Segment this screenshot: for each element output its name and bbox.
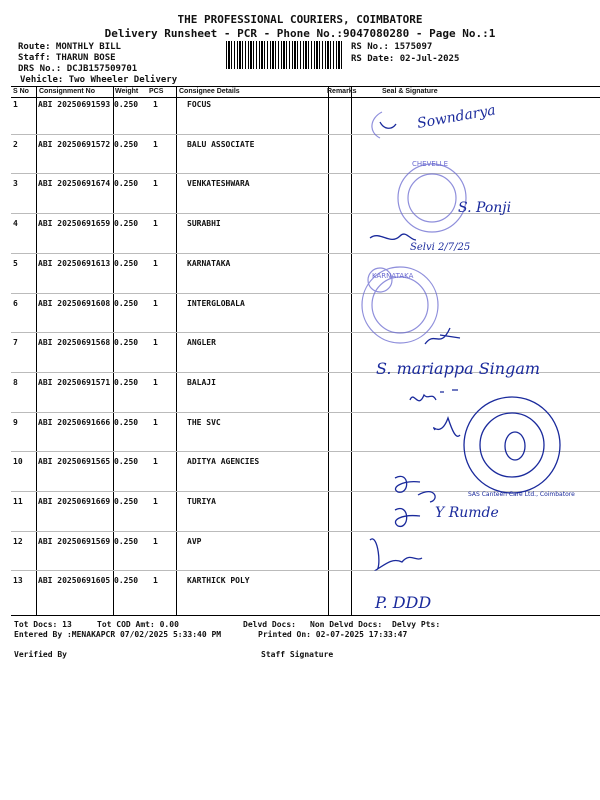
signature-row10 xyxy=(395,476,435,502)
row-weight: 0.250 xyxy=(114,299,139,308)
row-consignment: ABI 20250691565 xyxy=(38,457,111,466)
row-consignment: ABI 20250691572 xyxy=(38,140,111,149)
row-pcs: 1 xyxy=(153,576,158,585)
row-consignment: ABI 20250691569 xyxy=(38,537,111,546)
row-pcs: 1 xyxy=(153,338,158,347)
row-consignee: TURIYA xyxy=(187,497,216,506)
row-weight: 0.250 xyxy=(114,576,139,585)
row-weight: 0.250 xyxy=(114,259,139,268)
stamp2-text: KARNATAKA xyxy=(372,272,414,280)
row-consignment: ABI 20250691669 xyxy=(38,497,111,506)
col-weight: Weight xyxy=(115,88,139,95)
handwriting-row11: Y Rumde xyxy=(435,505,499,521)
staff-label: Staff: THARUN BOSE xyxy=(18,53,116,63)
row-sno: 6 xyxy=(13,299,18,308)
rs-date: RS Date: 02-Jul-2025 xyxy=(351,54,460,64)
row-sno: 11 xyxy=(13,497,23,506)
row-weight: 0.250 xyxy=(114,378,139,387)
row-weight: 0.250 xyxy=(114,338,139,347)
row-weight: 0.250 xyxy=(114,497,139,506)
rs-number: RS No.: 1575097 xyxy=(351,42,433,52)
row-sno: 4 xyxy=(13,219,18,228)
row-consignment: ABI 20250691593 xyxy=(38,100,111,109)
col-consignee: Consignee Details xyxy=(179,88,240,95)
row-weight: 0.250 xyxy=(114,140,139,149)
table-top-border xyxy=(11,86,600,87)
signature-row4 xyxy=(370,234,416,240)
stamp1-text: CHEVELLE xyxy=(412,160,449,168)
table-header-border xyxy=(11,97,600,98)
row-consignment: ABI 20250691605 xyxy=(38,576,111,585)
handwriting-row3: S. Ponji xyxy=(458,200,512,216)
delivery-points: Delvy Pts: xyxy=(392,620,441,629)
signature-row12 xyxy=(370,539,422,570)
row-pcs: 1 xyxy=(153,259,158,268)
row-sno: 1 xyxy=(13,100,18,109)
row-consignment: ABI 20250691568 xyxy=(38,338,111,347)
col-sno: S No xyxy=(13,88,29,95)
row-pcs: 1 xyxy=(153,537,158,546)
route-label: Route: MONTHLY BILL xyxy=(18,42,121,52)
row-consignment: ABI 20250691659 xyxy=(38,219,111,228)
row-consignee: ANGLER xyxy=(187,338,216,347)
column-divider xyxy=(176,86,177,616)
row-consignee: AVP xyxy=(187,537,202,546)
signature-row9 xyxy=(434,418,460,436)
verified-by: Verified By xyxy=(14,650,67,659)
row-consignee: VENKATESHWARA xyxy=(187,179,250,188)
runsheet-subtitle: Delivery Runsheet - PCR - Phone No.:9047080280 - Page No.:1 xyxy=(104,27,496,40)
total-docs: Tot Docs: 13 xyxy=(14,620,72,629)
staff-signature: Staff Signature xyxy=(261,650,334,659)
row-consignment: ABI 20250691666 xyxy=(38,418,111,427)
col-remarks: Remarks xyxy=(327,88,357,95)
barcode xyxy=(226,41,344,69)
entered-by: Entered By :MENAKAPCR 07/02/2025 5:33:40 PM xyxy=(14,630,222,639)
row-consignee: SURABHI xyxy=(187,219,221,228)
vehicle-label: Vehicle: Two Wheeler Delivery xyxy=(20,75,178,85)
col-pcs: PCS xyxy=(149,88,164,95)
row-pcs: 1 xyxy=(153,140,158,149)
row-pcs: 1 xyxy=(153,299,158,308)
column-divider xyxy=(328,86,329,616)
handwriting-row7: S. mariappa Singam xyxy=(376,359,541,378)
row-pcs: 1 xyxy=(153,457,158,466)
row-consignment: ABI 20250691608 xyxy=(38,299,111,308)
row-pcs: 1 xyxy=(153,179,158,188)
stamp-sas xyxy=(464,397,560,493)
handwriting-row13: P. DDD xyxy=(375,593,432,612)
row-consignment: ABI 20250691613 xyxy=(38,259,111,268)
row-sno: 3 xyxy=(13,179,18,188)
row-sno: 10 xyxy=(13,457,23,466)
col-seal-signature: Seal & Signature xyxy=(382,88,438,95)
row-consignee: BALAJI xyxy=(187,378,216,387)
row-consignee: KARNATAKA xyxy=(187,259,231,268)
row-pcs: 1 xyxy=(153,219,158,228)
handwriting-row4: Selvi 2/7/25 xyxy=(410,242,471,253)
row-consignment: ABI 20250691571 xyxy=(38,378,111,387)
row-sno: 2 xyxy=(13,140,18,149)
row-sno: 12 xyxy=(13,537,23,546)
row-weight: 0.250 xyxy=(114,179,139,188)
row-pcs: 1 xyxy=(153,100,158,109)
row-weight: 0.250 xyxy=(114,219,139,228)
delivered-docs: Delvd Docs: xyxy=(243,620,296,629)
row-pcs: 1 xyxy=(153,418,158,427)
row-weight: 0.250 xyxy=(114,418,139,427)
total-cod: Tot COD Amt: 0.00 xyxy=(97,620,179,629)
row-consignee: BALU ASSOCIATE xyxy=(187,140,255,149)
handwriting-row1: Sowndarya xyxy=(415,102,497,132)
row-pcs: 1 xyxy=(153,497,158,506)
company-title: THE PROFESSIONAL COURIERS, COIMBATORE xyxy=(177,13,423,26)
row-consignment: ABI 20250691674 xyxy=(38,179,111,188)
column-divider xyxy=(36,86,37,616)
row-weight: 0.250 xyxy=(114,537,139,546)
row-sno: 13 xyxy=(13,576,23,585)
row-sno: 7 xyxy=(13,338,18,347)
col-consignment: Consignment No xyxy=(39,88,95,95)
printed-on: Printed On: 02-07-2025 17:33:47 xyxy=(258,630,408,639)
row-consignee: THE SVC xyxy=(187,418,221,427)
stamp-mark xyxy=(372,112,382,138)
row-weight: 0.250 xyxy=(114,100,139,109)
signature-row8 xyxy=(410,390,458,401)
stamp3-text: SAS Canteen Care Ltd., Coimbatore xyxy=(468,491,575,498)
row-pcs: 1 xyxy=(153,378,158,387)
row-weight: 0.250 xyxy=(114,457,139,466)
row-consignee: FOCUS xyxy=(187,100,212,109)
row-sno: 9 xyxy=(13,418,18,427)
signature-area xyxy=(340,100,600,620)
signature-row6 xyxy=(425,328,460,344)
row-consignee: ADITYA AGENCIES xyxy=(187,457,260,466)
non-delivered-docs: Non Delvd Docs: xyxy=(310,620,383,629)
row-sno: 8 xyxy=(13,378,18,387)
row-consignee: INTERGLOBALA xyxy=(187,299,245,308)
drs-number: DRS No.: DCJB157509701 xyxy=(18,64,138,74)
row-sno: 5 xyxy=(13,259,18,268)
row-consignee: KARTHICK POLY xyxy=(187,576,250,585)
